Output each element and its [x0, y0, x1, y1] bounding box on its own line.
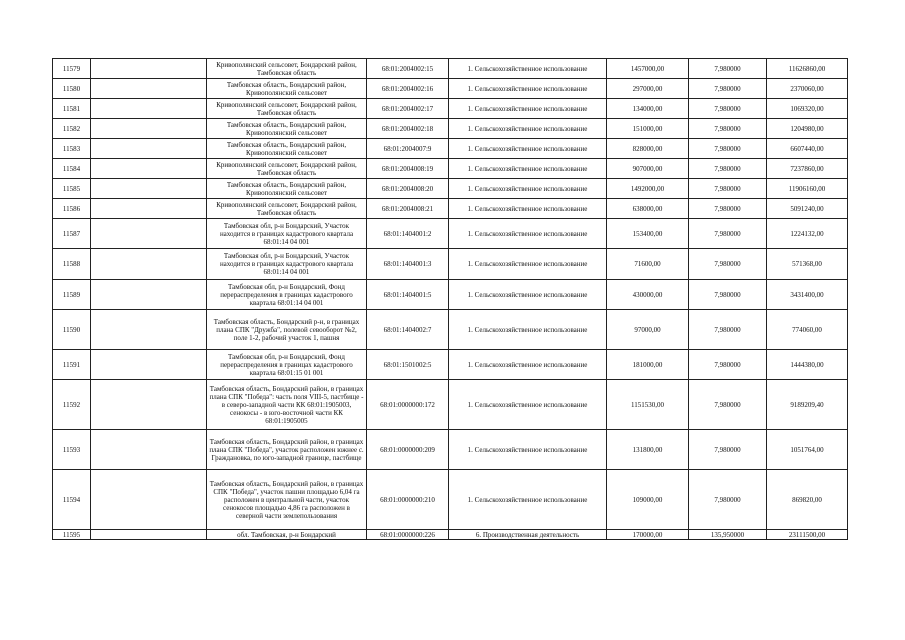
address-cell: Кривополянский сельсовет, Бондарский район, Тамбовская область	[207, 159, 367, 179]
row-number-cell: 11592	[53, 380, 91, 430]
area-cell: 638000,00	[607, 199, 689, 219]
blank-cell	[91, 159, 207, 179]
land-use-category-cell: 1. Сельскохозяйственное использование	[449, 219, 607, 249]
blank-cell	[91, 470, 207, 530]
address-cell: Кривополянский сельсовет, Бондарский район, Тамбовская область	[207, 99, 367, 119]
address-cell: Тамбовская обл, р-н Бондарский, Фонд перераспределения в границах кадастрового квартала 68:01:14 04 001	[207, 280, 367, 310]
cadastral-value-cell: 1224132,00	[767, 219, 848, 249]
rate-cell: 7,980000	[689, 119, 767, 139]
row-number-cell: 11591	[53, 350, 91, 380]
area-cell: 153400,00	[607, 219, 689, 249]
rate-cell: 7,980000	[689, 199, 767, 219]
cadastral-number-cell: 68:01:1404002:7	[367, 310, 449, 350]
land-use-category-cell: 1. Сельскохозяйственное использование	[449, 470, 607, 530]
land-use-category-cell: 1. Сельскохозяйственное использование	[449, 280, 607, 310]
row-number-cell: 11581	[53, 99, 91, 119]
cadastral-number-cell: 68:01:2004002:18	[367, 119, 449, 139]
land-use-category-cell: 1. Сельскохозяйственное использование	[449, 79, 607, 99]
table-row	[53, 249, 848, 280]
area-cell: 131800,00	[607, 430, 689, 470]
cadastral-value-cell: 6607440,00	[767, 139, 848, 159]
area-cell: 170000,00	[607, 530, 689, 540]
land-use-category-cell: 1. Сельскохозяйственное использование	[449, 119, 607, 139]
blank-cell	[91, 380, 207, 430]
row-number-cell: 11586	[53, 199, 91, 219]
cadastral-number-cell: 68:01:0000000:209	[367, 430, 449, 470]
rate-cell: 7,980000	[689, 59, 767, 79]
area-cell: 907000,00	[607, 159, 689, 179]
table-row	[53, 59, 848, 79]
cadastral-number-cell: 68:01:0000000:226	[367, 530, 449, 540]
area-cell: 181000,00	[607, 350, 689, 380]
cadastral-value-cell: 11906160,00	[767, 179, 848, 199]
area-cell: 430000,00	[607, 280, 689, 310]
area-cell: 828000,00	[607, 139, 689, 159]
row-number-cell: 11590	[53, 310, 91, 350]
cadastral-value-cell: 1069320,00	[767, 99, 848, 119]
cadastral-number-cell: 68:01:2004008:20	[367, 179, 449, 199]
cadastral-number-cell: 68:01:1404001:3	[367, 249, 449, 280]
table-row	[53, 99, 848, 119]
area-cell: 151000,00	[607, 119, 689, 139]
table-row	[53, 219, 848, 249]
area-cell: 109000,00	[607, 470, 689, 530]
blank-cell	[91, 310, 207, 350]
table-row	[53, 470, 848, 530]
row-number-cell: 11589	[53, 280, 91, 310]
table-row	[53, 380, 848, 430]
row-number-cell: 11582	[53, 119, 91, 139]
cadastral-value-cell: 1051764,00	[767, 430, 848, 470]
table-row	[53, 430, 848, 470]
cadastral-number-cell: 68:01:2004007:9	[367, 139, 449, 159]
blank-cell	[91, 79, 207, 99]
row-number-cell: 11584	[53, 159, 91, 179]
rate-cell: 7,980000	[689, 79, 767, 99]
address-cell: Тамбовская обл, р-н Бондарский, Участок находится в границах кадастрового квартала 68:01:14 04 001	[207, 249, 367, 280]
blank-cell	[91, 59, 207, 79]
rate-cell: 7,980000	[689, 99, 767, 119]
table-row	[53, 199, 848, 219]
blank-cell	[91, 199, 207, 219]
area-cell: 1492000,00	[607, 179, 689, 199]
cadastral-value-cell: 1444380,00	[767, 350, 848, 380]
cadastral-value-cell: 571368,00	[767, 249, 848, 280]
rate-cell: 7,980000	[689, 470, 767, 530]
rate-cell: 7,980000	[689, 380, 767, 430]
address-cell: Тамбовская область, Бондарский р-н, в границах плана СПК "Дружба", полевой севооборот №2, поле 1-2, рабочий участок 1, пашня	[207, 310, 367, 350]
area-cell: 134000,00	[607, 99, 689, 119]
cadastral-value-cell: 5091240,00	[767, 199, 848, 219]
table-row	[53, 119, 848, 139]
cadastral-value-cell: 2370060,00	[767, 79, 848, 99]
cadastral-number-cell: 68:01:2004008:19	[367, 159, 449, 179]
rate-cell: 7,980000	[689, 280, 767, 310]
cadastral-value-table	[52, 58, 848, 540]
area-cell: 1457000,00	[607, 59, 689, 79]
cadastral-number-cell: 68:01:2004002:15	[367, 59, 449, 79]
address-cell: Тамбовская обл, р-н Бондарский, Фонд перераспределения в границах кадастрового квартала 68:01:15 01 001	[207, 350, 367, 380]
table-row	[53, 350, 848, 380]
blank-cell	[91, 139, 207, 159]
rate-cell: 7,980000	[689, 249, 767, 280]
cadastral-number-cell: 68:01:0000000:210	[367, 470, 449, 530]
table-row	[53, 310, 848, 350]
area-cell: 297000,00	[607, 79, 689, 99]
cadastral-value-cell: 7237860,00	[767, 159, 848, 179]
address-cell: Тамбовская область, Бондарский район, Кривополянский сельсовет	[207, 119, 367, 139]
row-number-cell: 11594	[53, 470, 91, 530]
land-use-category-cell: 1. Сельскохозяйственное использование	[449, 199, 607, 219]
rate-cell: 7,980000	[689, 139, 767, 159]
cadastral-value-cell: 869820,00	[767, 470, 848, 530]
table-row	[53, 280, 848, 310]
blank-cell	[91, 99, 207, 119]
blank-cell	[91, 179, 207, 199]
land-use-category-cell: 6. Производственная деятельность	[449, 530, 607, 540]
row-number-cell: 11593	[53, 430, 91, 470]
blank-cell	[91, 350, 207, 380]
address-cell: Тамбовская область, Бондарский район, Кривополянский сельсовет	[207, 139, 367, 159]
address-cell: Тамбовская область, Бондарский район, в границах СПК "Победа", участок пашни площадью 6,04 га расположен в центральной части, участок сенокосов площадью 4,86 га расположен в северной части землепользования	[207, 470, 367, 530]
row-number-cell: 11588	[53, 249, 91, 280]
land-use-category-cell: 1. Сельскохозяйственное использование	[449, 380, 607, 430]
cadastral-value-cell: 774060,00	[767, 310, 848, 350]
rate-cell: 7,980000	[689, 430, 767, 470]
land-use-category-cell: 1. Сельскохозяйственное использование	[449, 430, 607, 470]
rate-cell: 7,980000	[689, 310, 767, 350]
land-use-category-cell: 1. Сельскохозяйственное использование	[449, 249, 607, 280]
address-cell: Тамбовская область, Бондарский район, в границах плана СПК "Победа", участок расположен южнее с. Граждановка, по юго-западной границе, пастбище	[207, 430, 367, 470]
cadastral-number-cell: 68:01:2004008:21	[367, 199, 449, 219]
address-cell: Кривополянский сельсовет, Бондарский район, Тамбовская область	[207, 199, 367, 219]
land-use-category-cell: 1. Сельскохозяйственное использование	[449, 139, 607, 159]
blank-cell	[91, 219, 207, 249]
land-use-category-cell: 1. Сельскохозяйственное использование	[449, 310, 607, 350]
row-number-cell: 11595	[53, 530, 91, 540]
row-number-cell: 11585	[53, 179, 91, 199]
land-use-category-cell: 1. Сельскохозяйственное использование	[449, 350, 607, 380]
table-row	[53, 530, 848, 540]
blank-cell	[91, 530, 207, 540]
blank-cell	[91, 249, 207, 280]
cadastral-value-cell: 9189209,40	[767, 380, 848, 430]
area-cell: 1151530,00	[607, 380, 689, 430]
table-row	[53, 179, 848, 199]
row-number-cell: 11587	[53, 219, 91, 249]
rate-cell: 7,980000	[689, 219, 767, 249]
cadastral-value-cell: 3431400,00	[767, 280, 848, 310]
area-cell: 71600,00	[607, 249, 689, 280]
cadastral-number-cell: 68:01:2004002:16	[367, 79, 449, 99]
blank-cell	[91, 119, 207, 139]
land-use-category-cell: 1. Сельскохозяйственное использование	[449, 99, 607, 119]
rate-cell: 7,980000	[689, 179, 767, 199]
land-use-category-cell: 1. Сельскохозяйственное использование	[449, 59, 607, 79]
address-cell: обл. Тамбовская, р-н Бондарский	[207, 530, 367, 540]
table-row	[53, 139, 848, 159]
cadastral-number-cell: 68:01:2004002:17	[367, 99, 449, 119]
table-row	[53, 79, 848, 99]
cadastral-number-cell: 68:01:1404001:2	[367, 219, 449, 249]
table-body	[53, 59, 848, 540]
rate-cell: 135,950000	[689, 530, 767, 540]
address-cell: Кривополянский сельсовет, Бондарский район, Тамбовская область	[207, 59, 367, 79]
row-number-cell: 11583	[53, 139, 91, 159]
row-number-cell: 11580	[53, 79, 91, 99]
area-cell: 97000,00	[607, 310, 689, 350]
address-cell: Тамбовская область, Бондарский район, Кривополянский сельсовет	[207, 179, 367, 199]
row-number-cell: 11579	[53, 59, 91, 79]
address-cell: Тамбовская область, Бондарский район, в границах плана СПК "Победа": часть поля VIII-5, пастбище - в северо-западной части КК 68:01:1905003, сенокосы - в юго-восточной части КК 68:01:1905005	[207, 380, 367, 430]
cadastral-value-cell: 1204980,00	[767, 119, 848, 139]
rate-cell: 7,980000	[689, 350, 767, 380]
address-cell: Тамбовская область, Бондарский район, Кривополянский сельсовет	[207, 79, 367, 99]
land-use-category-cell: 1. Сельскохозяйственное использование	[449, 159, 607, 179]
cadastral-number-cell: 68:01:1501002:5	[367, 350, 449, 380]
address-cell: Тамбовская обл, р-н Бондарский, Участок находится в границах кадастрового квартала 68:01:14 04 001	[207, 219, 367, 249]
cadastral-number-cell: 68:01:1404001:5	[367, 280, 449, 310]
cadastral-value-cell: 23111500,00	[767, 530, 848, 540]
blank-cell	[91, 280, 207, 310]
rate-cell: 7,980000	[689, 159, 767, 179]
cadastral-value-cell: 11626860,00	[767, 59, 848, 79]
table-row	[53, 159, 848, 179]
cadastral-number-cell: 68:01:0000000:172	[367, 380, 449, 430]
blank-cell	[91, 430, 207, 470]
land-use-category-cell: 1. Сельскохозяйственное использование	[449, 179, 607, 199]
